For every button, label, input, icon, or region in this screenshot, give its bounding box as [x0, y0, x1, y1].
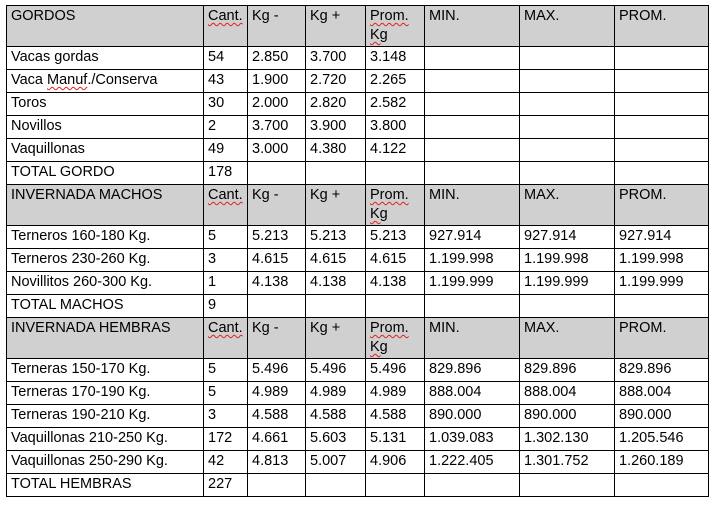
empty-cell: [248, 162, 306, 185]
cell-max: [520, 116, 615, 139]
cell-prom-kg: 4.122: [366, 139, 425, 162]
cell-min: 1.199.998: [425, 249, 520, 272]
empty-cell: [248, 295, 306, 318]
cell-max: [520, 93, 615, 116]
cell-cant: 49: [204, 139, 248, 162]
header-kg-max: Kg +: [306, 318, 366, 359]
cell-max: 888.004: [520, 382, 615, 405]
cell-max: 829.896: [520, 359, 615, 382]
cell-kg-max: 4.138: [306, 272, 366, 295]
table-row: [7, 359, 709, 382]
cell-max: 1.302.130: [520, 428, 615, 451]
cell-category: Terneras 150-170 Kg.: [7, 359, 204, 382]
empty-cell: [520, 295, 615, 318]
cell-prom: [615, 47, 709, 70]
cell-cant: 3: [204, 249, 248, 272]
empty-cell: [248, 474, 306, 497]
cell-prom: 890.000: [615, 405, 709, 428]
total-count: 227: [204, 474, 248, 497]
cell-category: Vaca Manuf./Conserva: [7, 70, 204, 93]
table-row: [7, 382, 709, 405]
cell-kg-min: 4.138: [248, 272, 306, 295]
header-category: INVERNADA MACHOS: [7, 185, 204, 226]
cell-min: 1.199.999: [425, 272, 520, 295]
header-kg-min: Kg -: [248, 318, 306, 359]
table-row: [7, 405, 709, 428]
table-row: [7, 428, 709, 451]
cell-min: [425, 93, 520, 116]
cell-kg-min: 1.900: [248, 70, 306, 93]
cell-max: 1.301.752: [520, 451, 615, 474]
cell-prom-kg: 4.989: [366, 382, 425, 405]
empty-cell: [615, 295, 709, 318]
cell-category: Novillos: [7, 116, 204, 139]
cell-kg-max: 4.615: [306, 249, 366, 272]
cell-min: [425, 47, 520, 70]
table-row: [7, 93, 709, 116]
empty-cell: [366, 474, 425, 497]
cell-prom: [615, 70, 709, 93]
spellcheck-word: Manuf: [47, 72, 88, 88]
cell-kg-max: 5.496: [306, 359, 366, 382]
table-row: [7, 70, 709, 93]
cattle-price-table: [6, 5, 709, 497]
header-max: MAX.: [520, 6, 615, 47]
cell-kg-max: 4.989: [306, 382, 366, 405]
header-min: MIN.: [425, 185, 520, 226]
cell-prom: 1.260.189: [615, 451, 709, 474]
cell-prom-kg: 3.800: [366, 116, 425, 139]
header-min: MIN.: [425, 318, 520, 359]
cell-cant: 3: [204, 405, 248, 428]
cell-prom-kg: 5.213: [366, 226, 425, 249]
total-count: 178: [204, 162, 248, 185]
cell-category: Vaquillonas 250-290 Kg.: [7, 451, 204, 474]
cell-kg-min: 4.813: [248, 451, 306, 474]
cell-kg-max: 3.900: [306, 116, 366, 139]
header-max: MAX.: [520, 185, 615, 226]
header-category: INVERNADA HEMBRAS: [7, 318, 204, 359]
cell-kg-max: 2.720: [306, 70, 366, 93]
cell-cant: 54: [204, 47, 248, 70]
table-row: [7, 226, 709, 249]
header-prom: PROM.: [615, 185, 709, 226]
header-kg-max: Kg +: [306, 6, 366, 47]
cell-category: Toros: [7, 93, 204, 116]
cell-kg-max: 5.007: [306, 451, 366, 474]
cell-kg-min: 5.213: [248, 226, 306, 249]
header-prom: PROM.: [615, 6, 709, 47]
cell-prom-kg: 2.265: [366, 70, 425, 93]
total-label: TOTAL HEMBRAS: [7, 474, 204, 497]
cell-cant: 43: [204, 70, 248, 93]
cell-cant: 2: [204, 116, 248, 139]
table-row: [7, 249, 709, 272]
empty-cell: [425, 474, 520, 497]
cell-kg-min: 4.588: [248, 405, 306, 428]
cell-min: 890.000: [425, 405, 520, 428]
cell-category: Vacas gordas: [7, 47, 204, 70]
cell-prom-kg: 4.138: [366, 272, 425, 295]
cell-category: Terneros 160-180 Kg.: [7, 226, 204, 249]
empty-cell: [366, 295, 425, 318]
cell-min: [425, 139, 520, 162]
cell-min: 1.039.083: [425, 428, 520, 451]
cell-prom: 927.914: [615, 226, 709, 249]
table-body: [7, 6, 709, 497]
table-row: [7, 451, 709, 474]
empty-cell: [306, 295, 366, 318]
cell-max: [520, 139, 615, 162]
cell-prom-kg: 2.582: [366, 93, 425, 116]
header-kg-min: Kg -: [248, 185, 306, 226]
empty-cell: [425, 295, 520, 318]
cell-kg-max: 4.588: [306, 405, 366, 428]
empty-cell: [366, 162, 425, 185]
cell-prom-kg: 4.588: [366, 405, 425, 428]
header-cant: Cant.: [204, 185, 248, 226]
cell-kg-max: 2.820: [306, 93, 366, 116]
cell-cant: 5: [204, 226, 248, 249]
header-prom-kg: Prom. Kg: [366, 6, 425, 47]
cell-min: 829.896: [425, 359, 520, 382]
cell-kg-min: 4.661: [248, 428, 306, 451]
section-header-row: [7, 6, 709, 47]
table-row: [7, 47, 709, 70]
section-header-row: [7, 185, 709, 226]
cell-category: Novillitos 260-300 Kg.: [7, 272, 204, 295]
cell-max: [520, 47, 615, 70]
cell-category: Terneras 170-190 Kg.: [7, 382, 204, 405]
header-prom-kg: Prom. Kg: [366, 318, 425, 359]
cell-category: Terneros 230-260 Kg.: [7, 249, 204, 272]
cell-max: 890.000: [520, 405, 615, 428]
cell-prom: 1.205.546: [615, 428, 709, 451]
section-header-row: [7, 318, 709, 359]
cell-prom: 888.004: [615, 382, 709, 405]
empty-cell: [306, 162, 366, 185]
cell-kg-min: 2.000: [248, 93, 306, 116]
header-min: MIN.: [425, 6, 520, 47]
cell-kg-max: 3.700: [306, 47, 366, 70]
empty-cell: [615, 162, 709, 185]
table-row: [7, 116, 709, 139]
cell-cant: 30: [204, 93, 248, 116]
empty-cell: [425, 162, 520, 185]
cell-max: 927.914: [520, 226, 615, 249]
cell-prom-kg: 5.131: [366, 428, 425, 451]
cell-max: 1.199.998: [520, 249, 615, 272]
total-row: [7, 295, 709, 318]
cell-kg-min: 5.496: [248, 359, 306, 382]
cell-kg-min: 2.850: [248, 47, 306, 70]
cell-prom: 829.896: [615, 359, 709, 382]
header-cant: Cant.: [204, 6, 248, 47]
cell-min: 888.004: [425, 382, 520, 405]
cell-prom-kg: 4.906: [366, 451, 425, 474]
header-prom: PROM.: [615, 318, 709, 359]
cell-kg-max: 4.380: [306, 139, 366, 162]
cell-max: [520, 70, 615, 93]
table-row: [7, 272, 709, 295]
header-max: MAX.: [520, 318, 615, 359]
cell-cant: 1: [204, 272, 248, 295]
cell-kg-min: 4.615: [248, 249, 306, 272]
empty-cell: [615, 474, 709, 497]
cell-kg-max: 5.603: [306, 428, 366, 451]
cell-category: Terneras 190-210 Kg.: [7, 405, 204, 428]
total-label: TOTAL MACHOS: [7, 295, 204, 318]
header-category: GORDOS: [7, 6, 204, 47]
cell-kg-max: 5.213: [306, 226, 366, 249]
cell-min: [425, 116, 520, 139]
cell-min: 1.222.405: [425, 451, 520, 474]
empty-cell: [520, 474, 615, 497]
total-row: [7, 162, 709, 185]
cell-prom: 1.199.999: [615, 272, 709, 295]
cell-prom: 1.199.998: [615, 249, 709, 272]
empty-cell: [520, 162, 615, 185]
table-row: [7, 139, 709, 162]
cell-prom-kg: 4.615: [366, 249, 425, 272]
cell-cant: 5: [204, 382, 248, 405]
total-label: TOTAL GORDO: [7, 162, 204, 185]
cell-kg-min: 3.000: [248, 139, 306, 162]
cell-prom: [615, 93, 709, 116]
cell-kg-min: 4.989: [248, 382, 306, 405]
header-cant: Cant.: [204, 318, 248, 359]
cell-min: [425, 70, 520, 93]
total-count: 9: [204, 295, 248, 318]
cell-min: 927.914: [425, 226, 520, 249]
cell-prom-kg: 5.496: [366, 359, 425, 382]
cell-prom: [615, 116, 709, 139]
header-kg-max: Kg +: [306, 185, 366, 226]
cell-kg-min: 3.700: [248, 116, 306, 139]
total-row: [7, 474, 709, 497]
cell-cant: 42: [204, 451, 248, 474]
cell-prom: [615, 139, 709, 162]
header-prom-kg: Prom. Kg: [366, 185, 425, 226]
cell-category: Vaquillonas 210-250 Kg.: [7, 428, 204, 451]
cell-cant: 172: [204, 428, 248, 451]
header-kg-min: Kg -: [248, 6, 306, 47]
cell-max: 1.199.999: [520, 272, 615, 295]
cell-prom-kg: 3.148: [366, 47, 425, 70]
cell-category: Vaquillonas: [7, 139, 204, 162]
empty-cell: [306, 474, 366, 497]
cell-cant: 5: [204, 359, 248, 382]
